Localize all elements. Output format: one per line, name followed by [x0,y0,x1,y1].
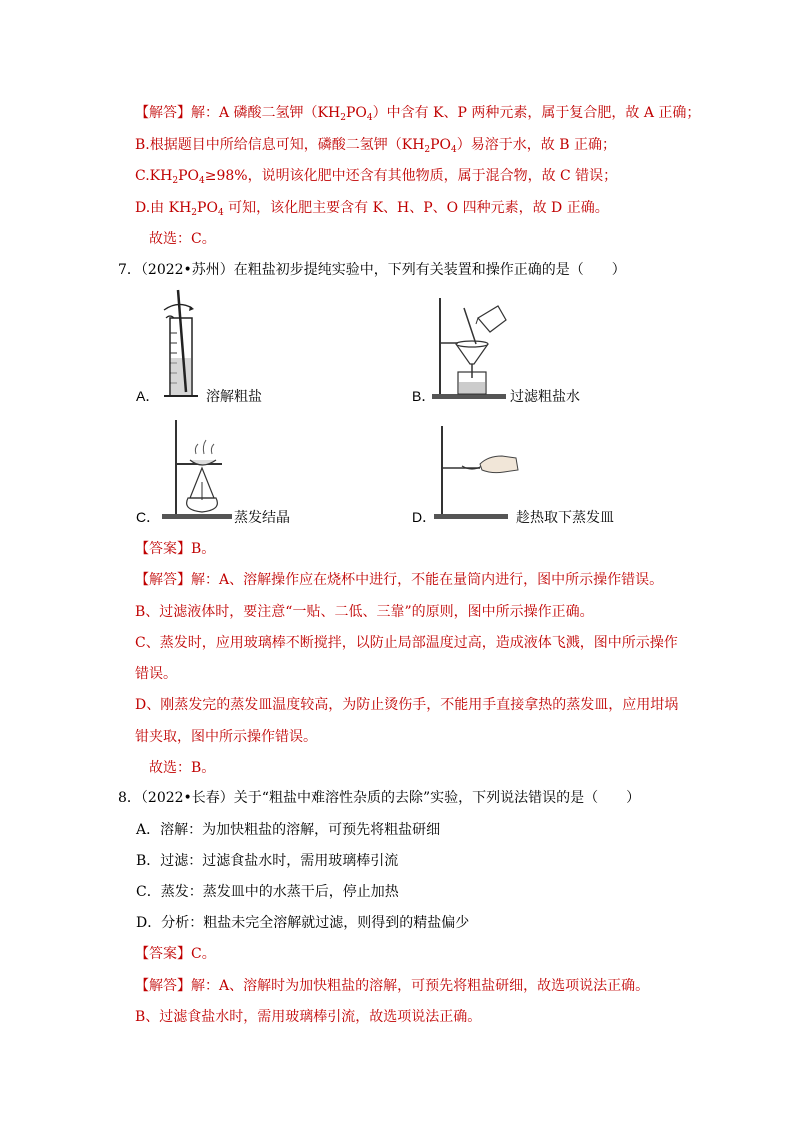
q8-solution-line-2: B、过滤食盐水时，需用玻璃棒引流，故选项说法正确。 [135,1009,482,1025]
q7-solution-line-5: D、刚蒸发完的蒸发皿温度较高，为防止烫伤手，不能用手直接拿热的蒸发皿，应用坩埚 [135,697,679,713]
measuring-cylinder-stirring-figure [150,288,210,400]
q8-option-a: A．溶解：为加快粗盐的溶解，可预先将粗盐研细 [136,822,441,838]
q7-choice: 故选：B。 [149,760,216,776]
q6-solution-line-1: 【解答】解：A 磷酸二氢钾$(KH_2PO_4)$中含有 K、P 两种元素，属于复合肥，故 A 正确； [135,105,701,123]
q7-option-a-caption: 溶解粗盐 [206,389,262,405]
q7-option-b-caption: 过滤粗盐水 [510,389,580,405]
q7-option-c-caption: 蒸发结晶 [234,510,290,526]
q8-stem: 8．（2022•长春）关于“粗盐中难溶性杂质的去除”实验，下列说法错误的是（ ） [118,790,641,806]
q7-option-d-letter: D． [412,509,437,525]
q8-solution-line-1: 【解答】解：A、溶解时为加快粗盐的溶解，可预先将粗盐研细，故选项说法正确。 [135,978,650,994]
q8-answer: 【答案】C。 [135,946,216,962]
q7-option-c-letter: C． [136,509,161,525]
q7-answer: 【答案】B。 [135,541,216,557]
q8-option-b: B．过滤：过滤食盐水时，需用玻璃棒引流 [136,853,399,869]
q7-solution-line-4: 错误。 [135,666,177,682]
q7-stem: 7．（2022•苏州）在粗盐初步提纯实验中，下列有关装置和操作正确的是（ ） [118,262,626,278]
q6-solution-line-3: $C.KH_2PO_4\ge 98\%$，说明该化肥中还含有其他物质，属于混合物，故 C 错误； [135,168,618,186]
q7-option-a-letter: A． [136,388,160,404]
q8-option-d: D．分析：粗盐未完全溶解就过滤，则得到的精盐偏少 [136,915,470,931]
evaporation-apparatus-figure [160,420,234,522]
q6-solution-line-2: B.根据题目中所给信息可知，磷酸二氢钾$(KH_2PO_4)$易溶于水，故 B 正确； [135,137,616,155]
q7-solution-line-2: B、过滤液体时，要注意“一贴、二低、三靠”的原则，图中所示操作正确。 [135,604,594,620]
q6-solution-line-4: D.由 $KH_2PO_4$ 可知，该化肥主要含有 K、H、P、O 四种元素，故 D 正确。 [135,200,609,218]
filtration-apparatus-figure [430,298,508,402]
q7-solution-line-6: 钳夹取，图中所示操作错误。 [135,729,317,745]
hand-removing-dish-figure [432,426,522,522]
q7-option-d-caption: 趁热取下蒸发皿 [516,510,614,526]
q6-choice: 故选：C。 [149,231,216,247]
q7-solution-line-1: 【解答】解：A、溶解操作应在烧杯中进行，不能在量筒内进行，图中所示操作错误。 [135,572,664,588]
q7-solution-line-3: C、蒸发时，应用玻璃棒不断搅拌，以防止局部温度过高，造成液体飞溅，图中所示操作 [135,635,678,651]
q7-option-b-letter: B． [412,388,436,404]
q8-option-c: C．蒸发：蒸发皿中的水蒸干后，停止加热 [136,884,399,900]
